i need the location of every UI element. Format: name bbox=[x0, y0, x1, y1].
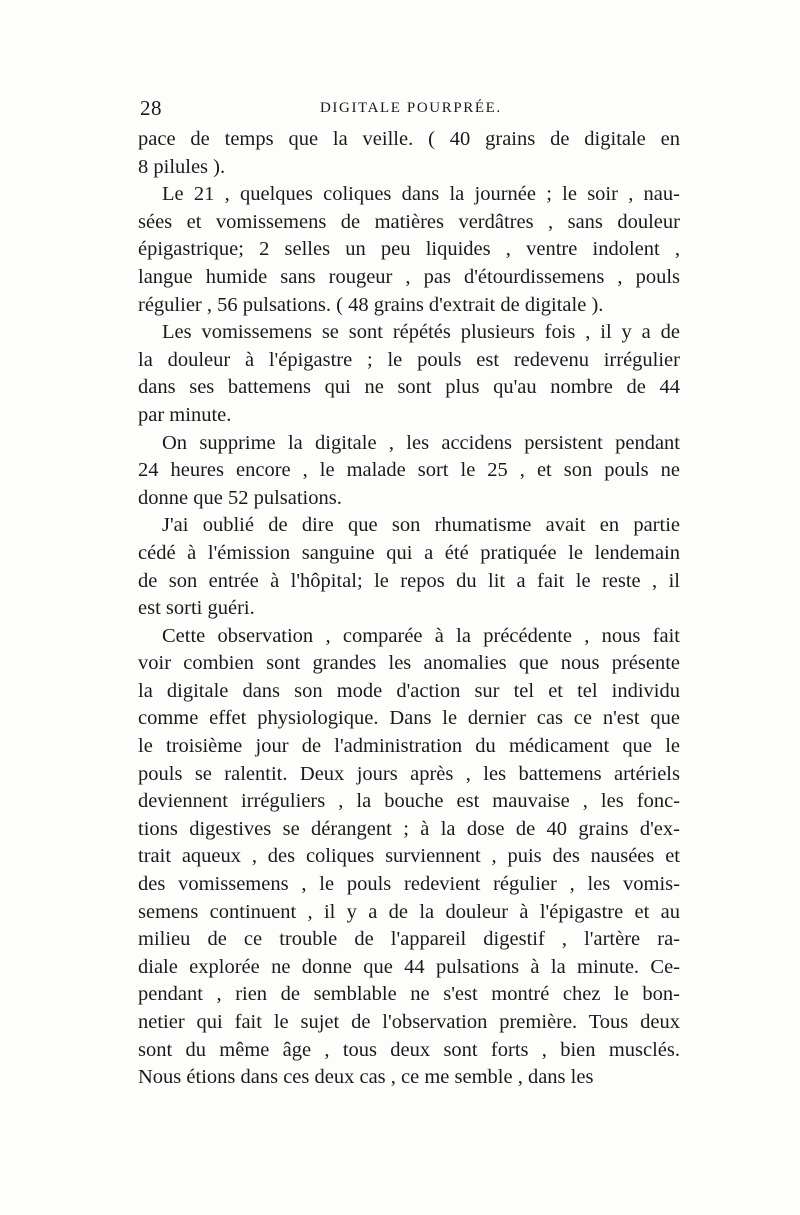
text-line: voir combien sont grandes les anomalies que nous présente bbox=[138, 652, 680, 675]
text-line: sées et vomissemens de matières verdâtres , sans douleur bbox=[138, 210, 680, 233]
text-line: de son entrée à l'hôpital; le repos du lit a fait le reste , il bbox=[138, 569, 680, 592]
running-title: DIGITALE POURPRÉE. bbox=[320, 100, 502, 116]
text-line: 24 heures encore , le malade sort le 25 , et son pouls ne bbox=[138, 459, 680, 482]
text-line: pendant , rien de semblable ne s'est montré chez le bon- bbox=[138, 983, 680, 1006]
text-line: sont du même âge , tous deux sont forts , bien musclés. bbox=[138, 1038, 680, 1061]
running-head bbox=[140, 96, 682, 120]
text-line: Le 21 , quelques coliques dans la journée ; le soir , nau- bbox=[162, 183, 680, 206]
text-line: Les vomissemens se sont répétés plusieurs fois , il y a de bbox=[162, 321, 680, 344]
paragraph bbox=[138, 126, 680, 181]
text-line: pouls se ralentit. Deux jours après , les battemens artériels bbox=[138, 762, 680, 785]
text-line: langue humide sans rougeur , pas d'étourdissemens , pouls bbox=[138, 265, 680, 288]
text-line: est sorti guéri. bbox=[138, 597, 255, 620]
page-number: 28 bbox=[140, 96, 162, 120]
text-line: diale explorée ne donne que 44 pulsations à la minute. Ce- bbox=[138, 955, 680, 978]
text-line: trait aqueux , des coliques surviennent , puis des nausées et bbox=[138, 845, 680, 868]
text-line: netier qui fait le sujet de l'observation première. Tous deux bbox=[138, 1011, 680, 1033]
text-line: épigastrique; 2 selles un peu liquides , ventre indolent , bbox=[138, 238, 680, 261]
text-line: tions digestives se dérangent ; à la dose de 40 grains d'ex- bbox=[138, 817, 680, 840]
text-line: 8 pilules ). bbox=[138, 155, 226, 178]
text-line: dans ses battemens qui ne sont plus qu'au nombre de 44 bbox=[138, 376, 680, 399]
body-text bbox=[138, 126, 680, 1092]
text-line: par minute. bbox=[138, 403, 232, 426]
paragraph bbox=[138, 430, 680, 513]
text-line: la digitale dans son mode d'action sur tel et tel individu bbox=[138, 679, 680, 702]
text-line: Nous étions dans ces deux cas , ce me semble , dans les bbox=[138, 1066, 594, 1089]
text-line: le troisième jour de l'administration du médicament que le bbox=[138, 735, 680, 758]
text-line: la douleur à l'épigastre ; le pouls est redevenu irrégulier bbox=[138, 348, 680, 371]
paragraph bbox=[138, 623, 680, 1092]
text-line: donne que 52 pulsations. bbox=[138, 486, 342, 509]
paragraph bbox=[138, 512, 680, 622]
text-line: Cette observation , comparée à la précédente , nous fait bbox=[162, 624, 680, 647]
text-line: cédé à l'émission sanguine qui a été pratiquée le lendemain bbox=[138, 541, 680, 564]
text-line: deviennent irréguliers , la bouche est mauvaise , les fonc- bbox=[138, 790, 680, 813]
paragraph bbox=[138, 181, 680, 319]
text-line: J'ai oublié de dire que son rhumatisme avait en partie bbox=[162, 514, 680, 537]
text-line: On supprime la digitale , les accidens persistent pendant bbox=[162, 431, 680, 454]
text-line: pace de temps que la veille. ( 40 grains de digitale en bbox=[138, 128, 680, 150]
text-line: des vomissemens , le pouls redevient régulier , les vomis- bbox=[138, 873, 680, 896]
text-line: milieu de ce trouble de l'appareil digestif , l'artère ra- bbox=[138, 928, 680, 951]
paragraph bbox=[138, 319, 680, 429]
text-line: régulier , 56 pulsations. ( 48 grains d'extrait de digitale ). bbox=[138, 293, 604, 316]
text-line: comme effet physiologique. Dans le dernier cas ce n'est que bbox=[138, 707, 680, 730]
text-line: semens continuent , il y a de la douleur à l'épigastre et au bbox=[138, 900, 680, 923]
